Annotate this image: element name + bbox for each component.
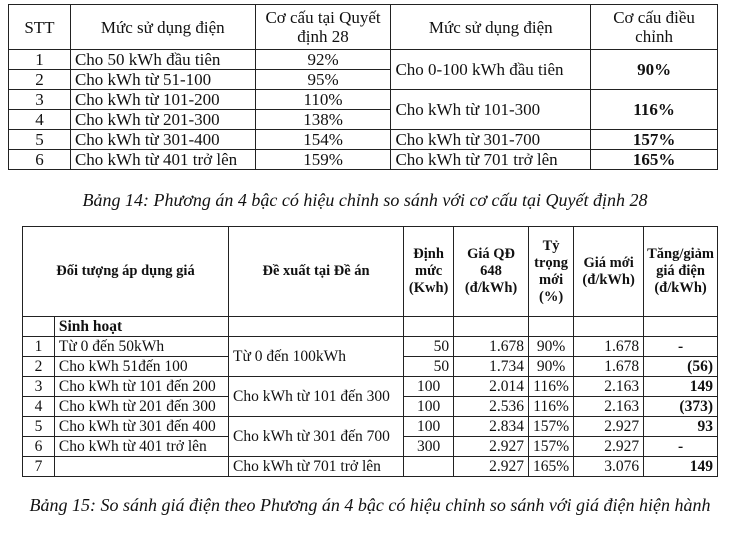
new-price-cell: 3.076 [574,457,644,477]
stt-cell: 5 [9,130,71,150]
stt-cell: 7 [23,457,55,477]
delta-cell: - [644,437,718,457]
object-cell: Từ 0 đến 50kWh [54,337,228,357]
weight-cell: 165% [528,457,573,477]
ratio-cell: 110% [255,90,391,110]
level-cell: Cho 50 kWh đầu tiên [70,50,255,70]
level-cell: Cho kWh từ 401 trở lên [70,150,255,170]
stt-cell: 5 [23,417,55,437]
ratio-cell: 95% [255,70,391,90]
quota-cell: 100 [404,417,454,437]
level-cell: Cho kWh từ 101-200 [70,90,255,110]
new-price-cell: 2.927 [574,417,644,437]
old-price-cell: 2.536 [454,397,529,417]
ratio-cell: 154% [255,130,391,150]
col-adjusted-level: Mức sử dụng điện [391,5,591,50]
ratio-cell: 92% [255,50,391,70]
group-label: Sinh hoạt [54,317,228,337]
adjusted-ratio-cell: 90% [591,50,718,90]
stt-cell: 6 [9,150,71,170]
stt-cell: 4 [23,397,55,417]
stt-cell: 1 [9,50,71,70]
adjusted-ratio-cell: 116% [591,90,718,130]
adjusted-level-cell: Cho kWh từ 701 trở lên [391,150,591,170]
quota-cell: 50 [404,337,454,357]
col-adjusted-ratio: Cơ cấu điều chỉnh [591,5,718,50]
old-price-cell: 2.014 [454,377,529,397]
old-price-cell: 1.678 [454,337,529,357]
table-row [23,377,718,397]
table-row [23,457,718,477]
table-14-header [9,5,718,50]
col-quota: Định mức (Kwh) [404,227,454,317]
old-price-cell: 1.734 [454,357,529,377]
proposal-cell: Cho kWh từ 101 đến 300 [228,377,403,417]
object-cell: Cho kWh từ 201 đến 300 [54,397,228,417]
table-row [23,337,718,357]
delta-cell: 93 [644,417,718,437]
object-cell: Cho kWh 51đến 100 [54,357,228,377]
object-cell: Cho kWh từ 301 đến 400 [54,417,228,437]
col-old-price: Giá QĐ 648 (đ/kWh) [454,227,529,317]
stt-cell: 4 [9,110,71,130]
col-new-weight: Tỷ trọng mới (%) [528,227,573,317]
stt-cell: 1 [23,337,55,357]
new-price-cell: 2.927 [574,437,644,457]
old-price-cell: 2.834 [454,417,529,437]
delta-cell: (56) [644,357,718,377]
level-cell: Cho kWh từ 201-300 [70,110,255,130]
empty-cell [644,317,718,337]
old-price-cell: 2.927 [454,457,529,477]
object-cell: Cho kWh từ 401 trở lên [54,437,228,457]
new-price-cell: 1.678 [574,357,644,377]
empty-cell [528,317,573,337]
col-new-price: Giá mới (đ/kWh) [574,227,644,317]
table-row [23,417,718,437]
group-row [23,317,718,337]
col-qd28-ratio: Cơ cấu tại Quyết định 28 [255,5,391,50]
stt-cell: 2 [9,70,71,90]
weight-cell: 157% [528,437,573,457]
weight-cell: 116% [528,377,573,397]
adjusted-ratio-cell: 157% [591,130,718,150]
ratio-cell: 138% [255,110,391,130]
proposal-cell: Cho kWh từ 301 đến 700 [228,417,403,457]
weight-cell: 90% [528,337,573,357]
adjusted-level-cell: Cho kWh từ 101-300 [391,90,591,130]
empty-cell [23,317,55,337]
proposal-cell: Cho kWh từ 701 trở lên [228,457,403,477]
object-cell: Cho kWh từ 101 đến 200 [54,377,228,397]
table-15-header [23,227,718,317]
new-price-cell: 2.163 [574,397,644,417]
table-14-caption: Bảng 14: Phương án 4 bậc có hiệu chỉnh so sánh với cơ cấu tại Quyết định 28 [82,190,648,210]
stt-cell: 2 [23,357,55,377]
stt-cell: 3 [23,377,55,397]
quota-cell: 100 [404,397,454,417]
table-15 [22,226,718,477]
adjusted-level-cell: Cho kWh từ 301-700 [391,130,591,150]
level-cell: Cho kWh từ 51-100 [70,70,255,90]
new-price-cell: 2.163 [574,377,644,397]
col-proposal: Đề xuất tại Đề án [228,227,403,317]
empty-cell [228,317,403,337]
adjusted-ratio-cell: 165% [591,150,718,170]
empty-cell [574,317,644,337]
table-row [9,90,718,110]
ratio-cell: 159% [255,150,391,170]
adjusted-level-cell: Cho 0-100 kWh đầu tiên [391,50,591,90]
col-object: Đối tượng áp dụng giá [23,227,229,317]
quota-cell [404,457,454,477]
stt-cell: 3 [9,90,71,110]
stt-cell: 6 [23,437,55,457]
delta-cell: - [644,337,718,357]
weight-cell: 90% [528,357,573,377]
delta-cell: 149 [644,377,718,397]
delta-cell: 149 [644,457,718,477]
proposal-cell: Từ 0 đến 100kWh [228,337,403,377]
col-price-change: Tăng/giảm giá điện (đ/kWh) [644,227,718,317]
object-cell [54,457,228,477]
level-cell: Cho kWh từ 301-400 [70,130,255,150]
table-row [9,130,718,150]
empty-cell [454,317,529,337]
table-15-caption: Bảng 15: So sánh giá điện theo Phương án 4 bậc có hiệu chỉnh so sánh với giá điện hiện hành [29,495,711,515]
delta-cell: (373) [644,397,718,417]
weight-cell: 157% [528,417,573,437]
weight-cell: 116% [528,397,573,417]
col-stt: STT [9,5,71,50]
empty-cell [404,317,454,337]
col-usage-level: Mức sử dụng điện [70,5,255,50]
quota-cell: 100 [404,377,454,397]
old-price-cell: 2.927 [454,437,529,457]
table-14 [8,4,718,170]
table-row [9,150,718,170]
quota-cell: 300 [404,437,454,457]
quota-cell: 50 [404,357,454,377]
table-row [9,50,718,70]
new-price-cell: 1.678 [574,337,644,357]
